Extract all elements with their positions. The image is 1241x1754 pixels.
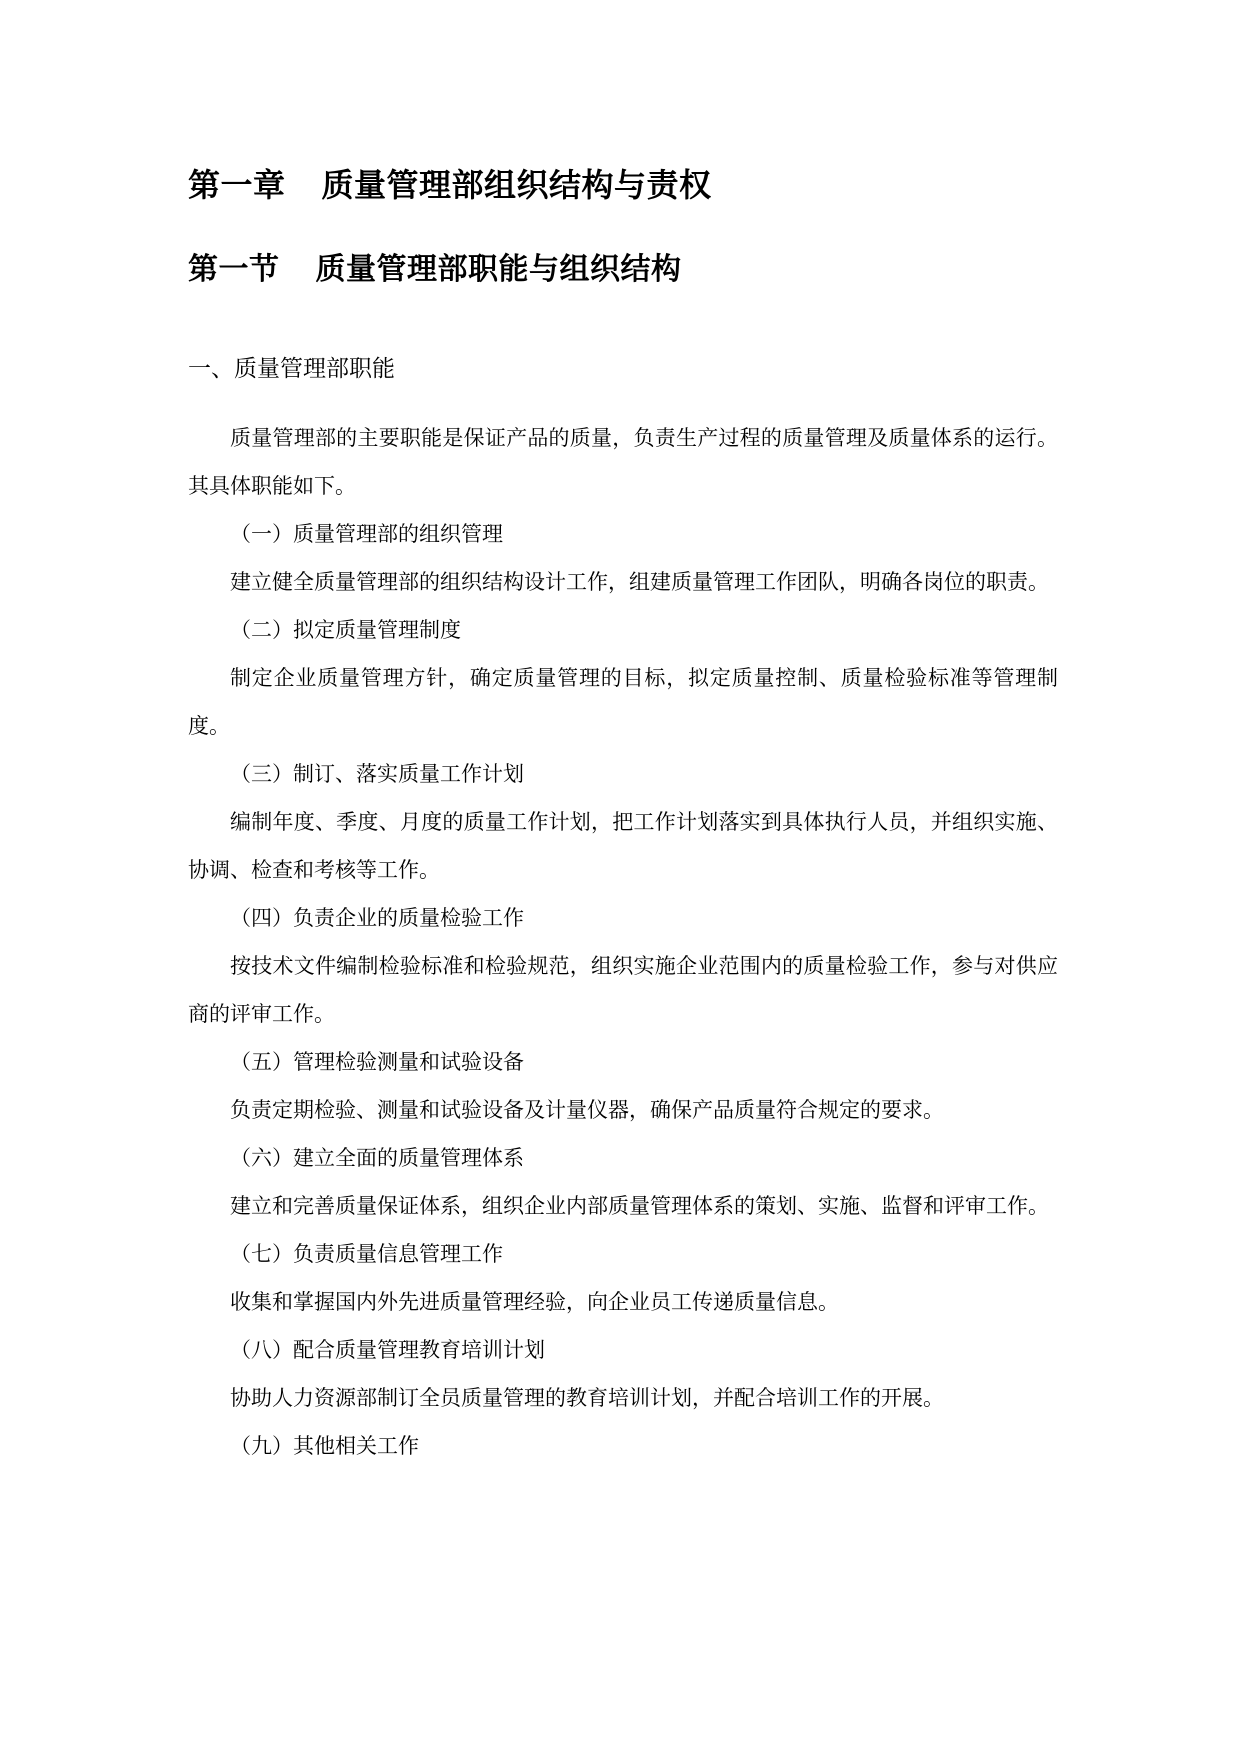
item-heading-7: （七）负责质量信息管理工作 — [230, 1242, 503, 1266]
section-label: 第一节 — [188, 252, 280, 287]
item-heading-4: （四）负责企业的质量检验工作 — [230, 906, 524, 930]
item-text-1: 建立健全质量管理部的组织结构设计工作，组建质量管理工作团队，明确各岗位的职责。 — [230, 570, 1049, 594]
item-text-8: 协助人力资源部制订全员质量管理的教育培训计划，并配合培训工作的开展。 — [230, 1386, 944, 1410]
chapter-title — [188, 160, 712, 206]
item-heading-8: （八）配合质量管理教育培训计划 — [230, 1338, 545, 1362]
item-heading-3: （三）制订、落实质量工作计划 — [230, 762, 524, 786]
subsection-title: 一、质量管理部职能 — [188, 356, 395, 382]
chapter-title-text: 质量管理部组织结构与责权 — [321, 166, 712, 204]
intro-paragraph: 质量管理部的主要职能是保证产品的质量，负责生产过程的质量管理及质量体系的运行。其具体职能如下。 — [188, 426, 1058, 498]
item-heading-5: （五）管理检验测量和试验设备 — [230, 1050, 524, 1074]
item-text-4: 按技术文件编制检验标准和检验规范，组织实施企业范围内的质量检验工作，参与对供应商的评审工作。 — [188, 954, 1058, 1026]
item-heading-2: （二）拟定质量管理制度 — [230, 618, 461, 642]
item-heading-6: （六）建立全面的质量管理体系 — [230, 1146, 524, 1170]
item-text-7: 收集和掌握国内外先进质量管理经验，向企业员工传递质量信息。 — [230, 1290, 839, 1314]
item-text-3: 编制年度、季度、月度的质量工作计划，把工作计划落实到具体执行人员，并组织实施、协调、检查和考核等工作。 — [188, 810, 1058, 882]
item-text-2: 制定企业质量管理方针，确定质量管理的目标，拟定质量控制、质量检验标准等管理制度。 — [188, 666, 1058, 738]
chapter-label: 第一章 — [188, 166, 286, 204]
section-title — [188, 244, 682, 288]
section-title-text: 质量管理部职能与组织结构 — [315, 252, 682, 287]
item-text-6: 建立和完善质量保证体系，组织企业内部质量管理体系的策划、实施、监督和评审工作。 — [230, 1194, 1049, 1218]
body-text — [188, 414, 1058, 1470]
item-heading-1: （一）质量管理部的组织管理 — [230, 522, 503, 546]
item-text-5: 负责定期检验、测量和试验设备及计量仪器，确保产品质量符合规定的要求。 — [230, 1098, 944, 1122]
item-heading-9: （九）其他相关工作 — [230, 1434, 419, 1458]
